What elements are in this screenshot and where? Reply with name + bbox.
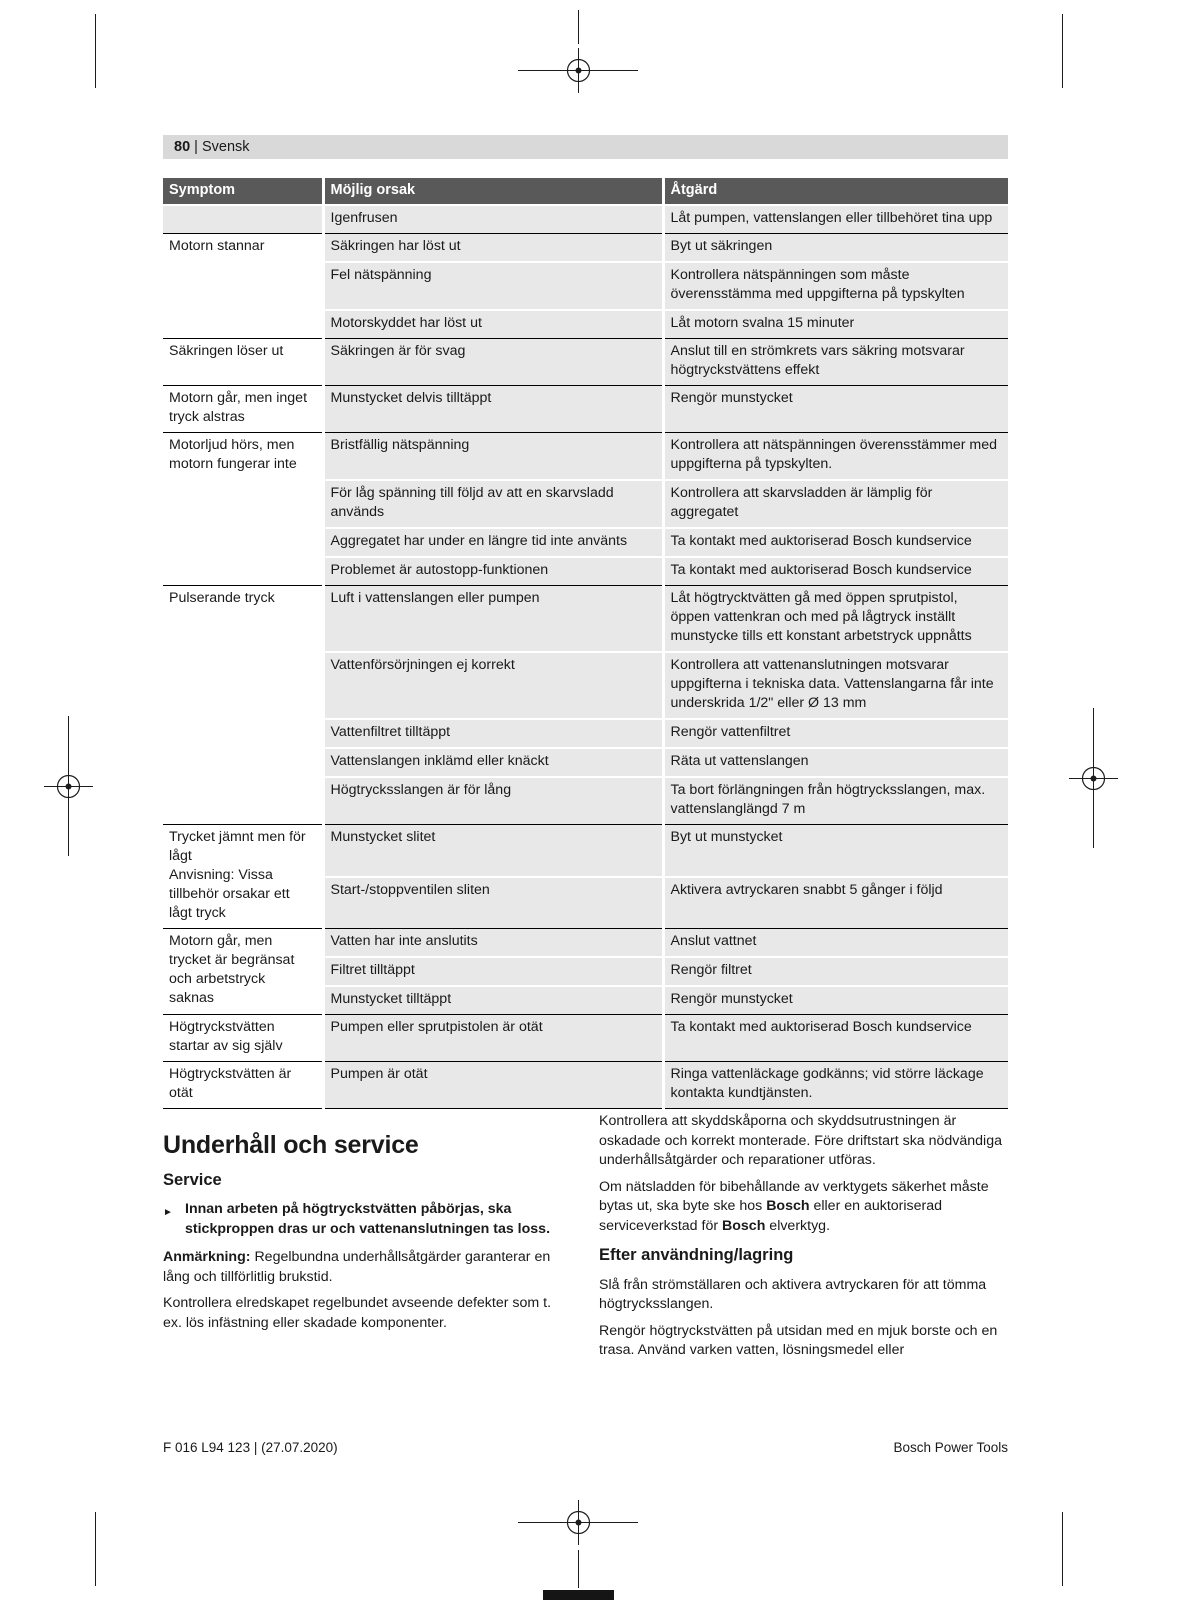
section-heading: Underhåll och service — [163, 1131, 419, 1159]
symptom-cell: Motorn går, men inget tryck alstras — [163, 386, 323, 433]
footer-brand: Bosch Power Tools — [893, 1440, 1008, 1455]
column-header-cause: Möjlig orsak — [323, 178, 663, 205]
cause-cell: Start-/stoppventilen sliten — [323, 877, 663, 929]
cause-cell: Fel nätspänning — [323, 262, 663, 310]
symptom-cell: Motorn stannar — [163, 234, 323, 339]
symptom-cell: Motorljud hörs, men motorn fungerar inte — [163, 433, 323, 586]
page-content — [163, 135, 1008, 1368]
cause-cell: Vattenfiltret tilltäppt — [323, 719, 663, 748]
maintenance-right-column — [599, 1109, 1008, 1368]
cause-cell: Pumpen eller sprutpistolen är otät — [323, 1015, 663, 1062]
action-cell: Ringa vattenläckage godkänns; vid större läckage kontakta kundtjänsten. — [663, 1062, 1008, 1109]
table-row — [163, 586, 1008, 653]
table-row — [163, 929, 1008, 958]
table-row — [163, 825, 1008, 877]
action-cell: Ta kontakt med auktoriserad Bosch kundservice — [663, 1015, 1008, 1062]
column-header-action: Åtgärd — [663, 178, 1008, 205]
cause-cell: Munstycket delvis tilltäppt — [323, 386, 663, 433]
action-cell: Kontrollera att skarvsladden är lämplig för aggregatet — [663, 480, 1008, 528]
cause-cell: Aggregatet har under en längre tid inte använts — [323, 528, 663, 557]
troubleshooting-table — [163, 178, 1008, 1109]
cause-cell: Filtret tilltäppt — [323, 957, 663, 986]
paragraph: Kontrollera elredskapet regelbundet avseende defekter som t. ex. lös infästning eller skadade komponenter. — [163, 1295, 552, 1331]
action-cell: Kontrollera att vattenanslutningen motsvarar uppgifterna i tekniska data. Vattenslangarna får inte underskrida 1/2" eller Ø 13 mm — [663, 652, 1008, 719]
action-cell: Rengör munstycket — [663, 986, 1008, 1015]
page-header-separator: | — [194, 139, 198, 155]
symptom-cell: Högtryckstvätten är otät — [163, 1062, 323, 1109]
table-row — [163, 205, 1008, 234]
action-cell: Rengör munstycket — [663, 386, 1008, 433]
subsection-heading: Efter användning/lagring — [599, 1246, 794, 1264]
action-cell: Ta kontakt med auktoriserad Bosch kundservice — [663, 528, 1008, 557]
page-language: Svensk — [201, 139, 250, 155]
cause-cell: Problemet är autostopp-funktionen — [323, 557, 663, 586]
table-row — [163, 433, 1008, 481]
maintenance-section — [163, 1109, 1008, 1368]
table-header-row — [163, 178, 1008, 205]
table-row — [163, 1015, 1008, 1062]
cause-cell: Motorskyddet har löst ut — [323, 310, 663, 339]
symptom-cell: Högtryckstvätten startar av sig själv — [163, 1015, 323, 1062]
paragraph: Slå från strömställaren och aktivera avtryckaren för att tömma högtrycksslangen. — [599, 1276, 987, 1312]
troubleshooting-table-body — [163, 205, 1008, 1109]
footer-doc-number: F 016 L94 123 | (27.07.2020) — [163, 1440, 338, 1455]
bullet-arrow-icon: ► — [163, 1207, 173, 1218]
action-cell: Ta kontakt med auktoriserad Bosch kundservice — [663, 557, 1008, 586]
action-cell: Byt ut munstycket — [663, 825, 1008, 877]
action-cell: Ta bort förlängningen från högtrycksslangen, max. vattenslanglängd 7 m — [663, 777, 1008, 825]
action-cell: Rengör filtret — [663, 957, 1008, 986]
cause-cell: Munstycket slitet — [323, 825, 663, 877]
action-cell: Räta ut vattenslangen — [663, 748, 1008, 777]
paragraph: Kontrollera att skyddskåporna och skyddsutrustningen är oskadade och korrekt monterade. Före driftstart ska nödvändiga underhållsåtgärder och reparationer utföras. — [599, 1113, 1002, 1168]
action-cell: Kontrollera nätspänningen som måste överensstämma med uppgifterna på typskylten — [663, 262, 1008, 310]
symptom-cell: Trycket jämnt men för lågt Anvisning: Vissa tillbehör orsakar ett lågt tryck — [163, 825, 323, 929]
paragraph: Rengör högtryckstvätten på utsidan med en mjuk borste och en trasa. Använd varken vatten, lösningsmedel eller — [599, 1322, 998, 1358]
page-number: 80 — [174, 139, 191, 155]
cause-cell: Luft i vattenslangen eller pumpen — [323, 586, 663, 653]
action-cell: Låt högtrycktvätten gå med öppen sprutpistol, öppen vattenkran och med på lågtryck inställt munstycke tills ett konstant arbetstryck uppnåtts — [663, 586, 1008, 653]
subsection-heading: Service — [163, 1170, 222, 1189]
action-cell: Låt motorn svalna 15 minuter — [663, 310, 1008, 339]
maintenance-left-column — [163, 1109, 572, 1368]
bullet-text: Innan arbeten på högtryckstvätten påbörjas, ska stickproppen dras ur och vattenanslutningen tas loss. — [185, 1201, 551, 1237]
table-row — [163, 386, 1008, 433]
page-footer — [163, 1440, 1008, 1455]
bullet-item — [163, 1200, 572, 1239]
paragraph: Anmärkning: Regelbundna underhållsåtgärder garanterar en lång och tillförlitlig brukstid. — [163, 1249, 551, 1285]
cause-cell: Bristfällig nätspänning — [323, 433, 663, 481]
cause-cell: Säkringen är för svag — [323, 339, 663, 386]
action-cell: Aktivera avtryckaren snabbt 5 gånger i följd — [663, 877, 1008, 929]
action-cell: Anslut vattnet — [663, 929, 1008, 958]
action-cell: Rengör vattenfiltret — [663, 719, 1008, 748]
cause-cell: Igenfrusen — [323, 205, 663, 234]
paragraph: Om nätsladden för bibehållande av verktygets säkerhet måste bytas ut, ska byte ske hos Bosch eller en auktoriserad serviceverkstad för Bosch elverktyg. — [599, 1178, 989, 1234]
action-cell: Kontrollera att nätspänningen överensstämmer med uppgifterna på typskylten. — [663, 433, 1008, 481]
cause-cell: Vattenförsörjningen ej korrekt — [323, 652, 663, 719]
cause-cell: Munstycket tilltäppt — [323, 986, 663, 1015]
symptom-cell: Säkringen löser ut — [163, 339, 323, 386]
symptom-cell — [163, 205, 323, 234]
action-cell: Låt pumpen, vattenslangen eller tillbehöret tina upp — [663, 205, 1008, 234]
cause-cell: Vatten har inte anslutits — [323, 929, 663, 958]
symptom-note: Anvisning: Vissa tillbehör orsakar ett lågt tryck — [169, 867, 290, 921]
column-header-symptom: Symptom — [163, 178, 323, 205]
table-row — [163, 339, 1008, 386]
symptom-cell: Pulserande tryck — [163, 586, 323, 825]
cause-cell: Pumpen är otät — [323, 1062, 663, 1109]
action-cell: Byt ut säkringen — [663, 234, 1008, 263]
maintenance-left-items — [163, 1171, 572, 1334]
page-header — [163, 135, 1008, 159]
cause-cell: Vattenslangen inklämd eller knäckt — [323, 748, 663, 777]
action-cell: Anslut till en strömkrets vars säkring motsvarar högtryckstvättens effekt — [663, 339, 1008, 386]
cause-cell: Högtrycksslangen är för lång — [323, 777, 663, 825]
symptom-cell: Motorn går, men trycket är begränsat och arbetstryck saknas — [163, 929, 323, 1015]
cause-cell: Säkringen har löst ut — [323, 234, 663, 263]
table-row — [163, 1062, 1008, 1109]
cause-cell: För låg spänning till följd av att en skarvsladd används — [323, 480, 663, 528]
table-row — [163, 234, 1008, 263]
